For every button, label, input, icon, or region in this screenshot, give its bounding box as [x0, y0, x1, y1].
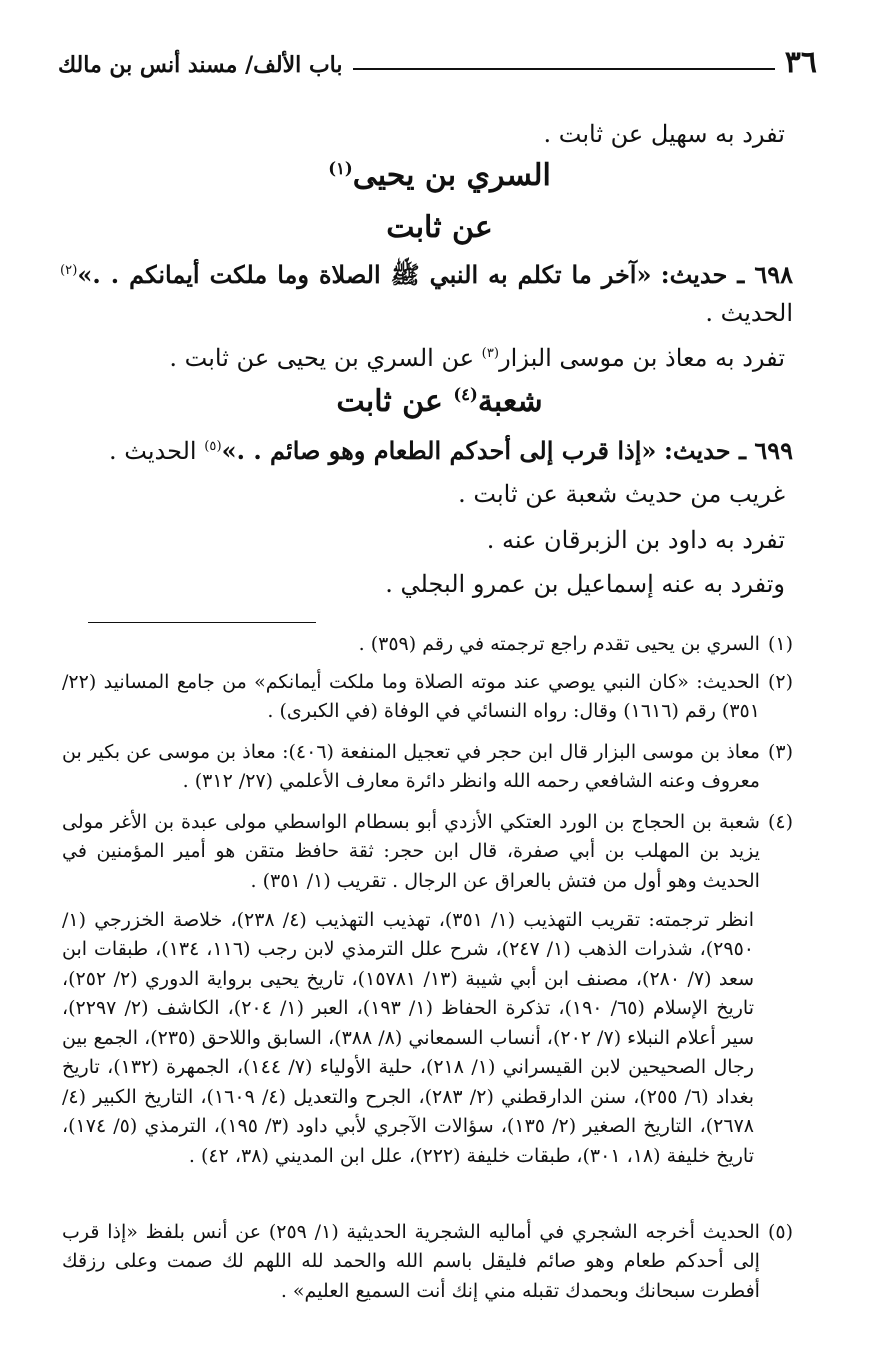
header-rule — [353, 68, 775, 70]
footnote-separator — [88, 622, 316, 623]
body-line-ismail: وتفرد به عنه إسماعيل بن عمرو البجلي . — [385, 570, 785, 598]
footnote-4 — [62, 808, 793, 896]
body-line-bazzar — [90, 342, 785, 374]
footnote-5 — [62, 1218, 793, 1306]
running-title: باب الألف/ مسند أنس بن مالك — [58, 51, 343, 78]
heading-sari-text: السري بن يحيى — [352, 158, 551, 193]
hadith-699 — [60, 432, 793, 470]
page-header — [58, 38, 817, 78]
footnote-number: (٣) — [767, 741, 793, 763]
hadith-698-tail: الحديث . — [705, 299, 793, 328]
footnote-1 — [62, 630, 793, 659]
hadith-699-label: ٦٩٩ ـ حديث: — [664, 436, 793, 465]
footnote-number: (٤) — [767, 811, 793, 833]
footnote-ref-5: (٥) — [204, 439, 222, 454]
footnote-2 — [62, 668, 793, 727]
footnote-ref-2: (٢) — [60, 263, 78, 278]
footnote-number: (٢) — [767, 671, 793, 693]
body-line-dawud: تفرد به داود بن الزبرقان عنه . — [486, 526, 785, 554]
hadith-698-text: «آخر ما تكلم به النبي ﷺ الصلاة وما ملكت أيمانكم . .» — [77, 260, 652, 289]
body-line-sahl: تفرد به سهيل عن ثابت . — [543, 120, 785, 148]
footnote-ref-1: (١) — [328, 159, 353, 178]
heading-shuba-text: شعبة — [477, 384, 543, 419]
footnote-4-sources: انظر ترجمته: تقريب التهذيب (١/ ٣٥١)، تهذيب التهذيب (٤/ ٢٣٨)، خلاصة الخزرجي (١/ ٢٩٥٠)، شذرات الذهب (١/ ٢٤٧)، شرح علل الترمذي لابن رجب (١١٦، ١٣٤)، طبقات ابن سعد (٧/ ٢٨٠)، مصنف ابن أبي شيبة (١٣/ ١٥٧٨١)، تاريخ يحيى برواية الدوري (٢/ ٢٥٢)، تاريخ الإسلام (٦٥/ ١٩٠)، تذكرة الحفاظ (١/ ١٩٣)، العبر (١/ ٢٠٤)، الكاشف (٢/ ٢٢٩٧)، سير أعلام النبلاء (٧/ ٢٠٢)، أنساب السمعاني (٨/ ٣٨٨)، السابق واللاحق (٢٣٥)، الجمع بين رجال الصحيحين لابن القيسراني (١/ ٢١٨)، حلية الأولياء (٧/ ١٤٤)، الجمهرة (١٣٢)، تاريخ بغداد (٦/ ٢٥٥)، سنن الدارقطني (٢/ ٢٨٣)، الجرح والتعديل (٤/ ١٦٠٩)، التاريخ الكبير (٤/ ٢٦٧٨)، التاريخ الصغير (٢/ ١٣٥)، سؤالات الآجري لأبي داود (٣/ ١٩٥)، الترمذي (٥/ ١٧٤)، تاريخ خليفة (١٨، ٣٠١)، طبقات خليفة (٢٢٢)، علل ابن المديني (٣٨، ٤٢) . — [62, 909, 754, 1167]
hadith-698 — [60, 256, 793, 333]
hadith-699-tail: الحديث . — [109, 437, 197, 465]
heading-shuba-thabit: عن ثابت — [336, 384, 443, 419]
footnote-text: شعبة بن الحجاج بن الورد العتكي الأزدي أبو بسطام الواسطي مولى عبدة بن الأغر مولى يزيد بن المهلب بن أبي صفرة، قال ابن حجر: ثقة حافظ متقن هو أمير المؤمنين في الحديث وهو أول من فتش بالعراق عن الرجال . تقريب (١/ ٣٥١) . — [62, 811, 760, 892]
footnote-number: (٥) — [767, 1221, 793, 1243]
footnote-text: معاذ بن موسى البزار قال ابن حجر في تعجيل المنفعة (٤٠٦): معاذ بن موسى عن بكير بن معروف وعنه الشافعي رحمه الله وانظر دائرة معارف الأعلمي (٢٧/ ٣١٢) . — [62, 741, 760, 793]
bazzar-text-b: عن السري بن يحيى عن ثابت . — [169, 344, 475, 372]
bazzar-text-a: تفرد به معاذ بن موسى البزار — [499, 344, 785, 372]
footnote-text: الحديث أخرجه الشجري في أماليه الشجرية الحديثية (١/ ٢٥٩) عن أنس بلفظ «إذا قرب إلى أحدكم طعام وهو صائم فليقل باسم الله والحمد لله اللهم لك صمت وعلى رزقك أفطرت سبحانك وبحمدك تقبله مني إنك أنت السميع العليم» . — [62, 1221, 760, 1302]
body-line-gharib: غريب من حديث شعبة عن ثابت . — [458, 480, 785, 508]
section-subheading-thabit: عن ثابت — [386, 210, 493, 245]
footnote-ref-4: (٤) — [453, 385, 478, 404]
page-number: ٣٦ — [784, 45, 817, 80]
footnote-text: الحديث: «كان النبي يوصي عند موته الصلاة وما ملكت أيمانكم» من جامع المسانيد (٢٢/ ٣٥١) رقم (١٦١٦) وقال: رواه النسائي في الوفاة (في الكبرى) . — [62, 671, 760, 723]
footnote-3 — [62, 738, 793, 797]
section-heading-shuba — [0, 384, 879, 420]
hadith-698-label: ٦٩٨ ـ حديث: — [660, 260, 794, 289]
footnote-ref-3: (٣) — [481, 346, 500, 361]
footnote-text: السري بن يحيى تقدم راجع ترجمته في رقم (٣٥٩) . — [358, 633, 760, 655]
hadith-699-text: «إذا قرب إلى أحدكم الطعام وهو صائم . .» — [221, 436, 657, 465]
section-heading-sari — [0, 158, 879, 194]
footnote-number: (١) — [767, 633, 793, 655]
